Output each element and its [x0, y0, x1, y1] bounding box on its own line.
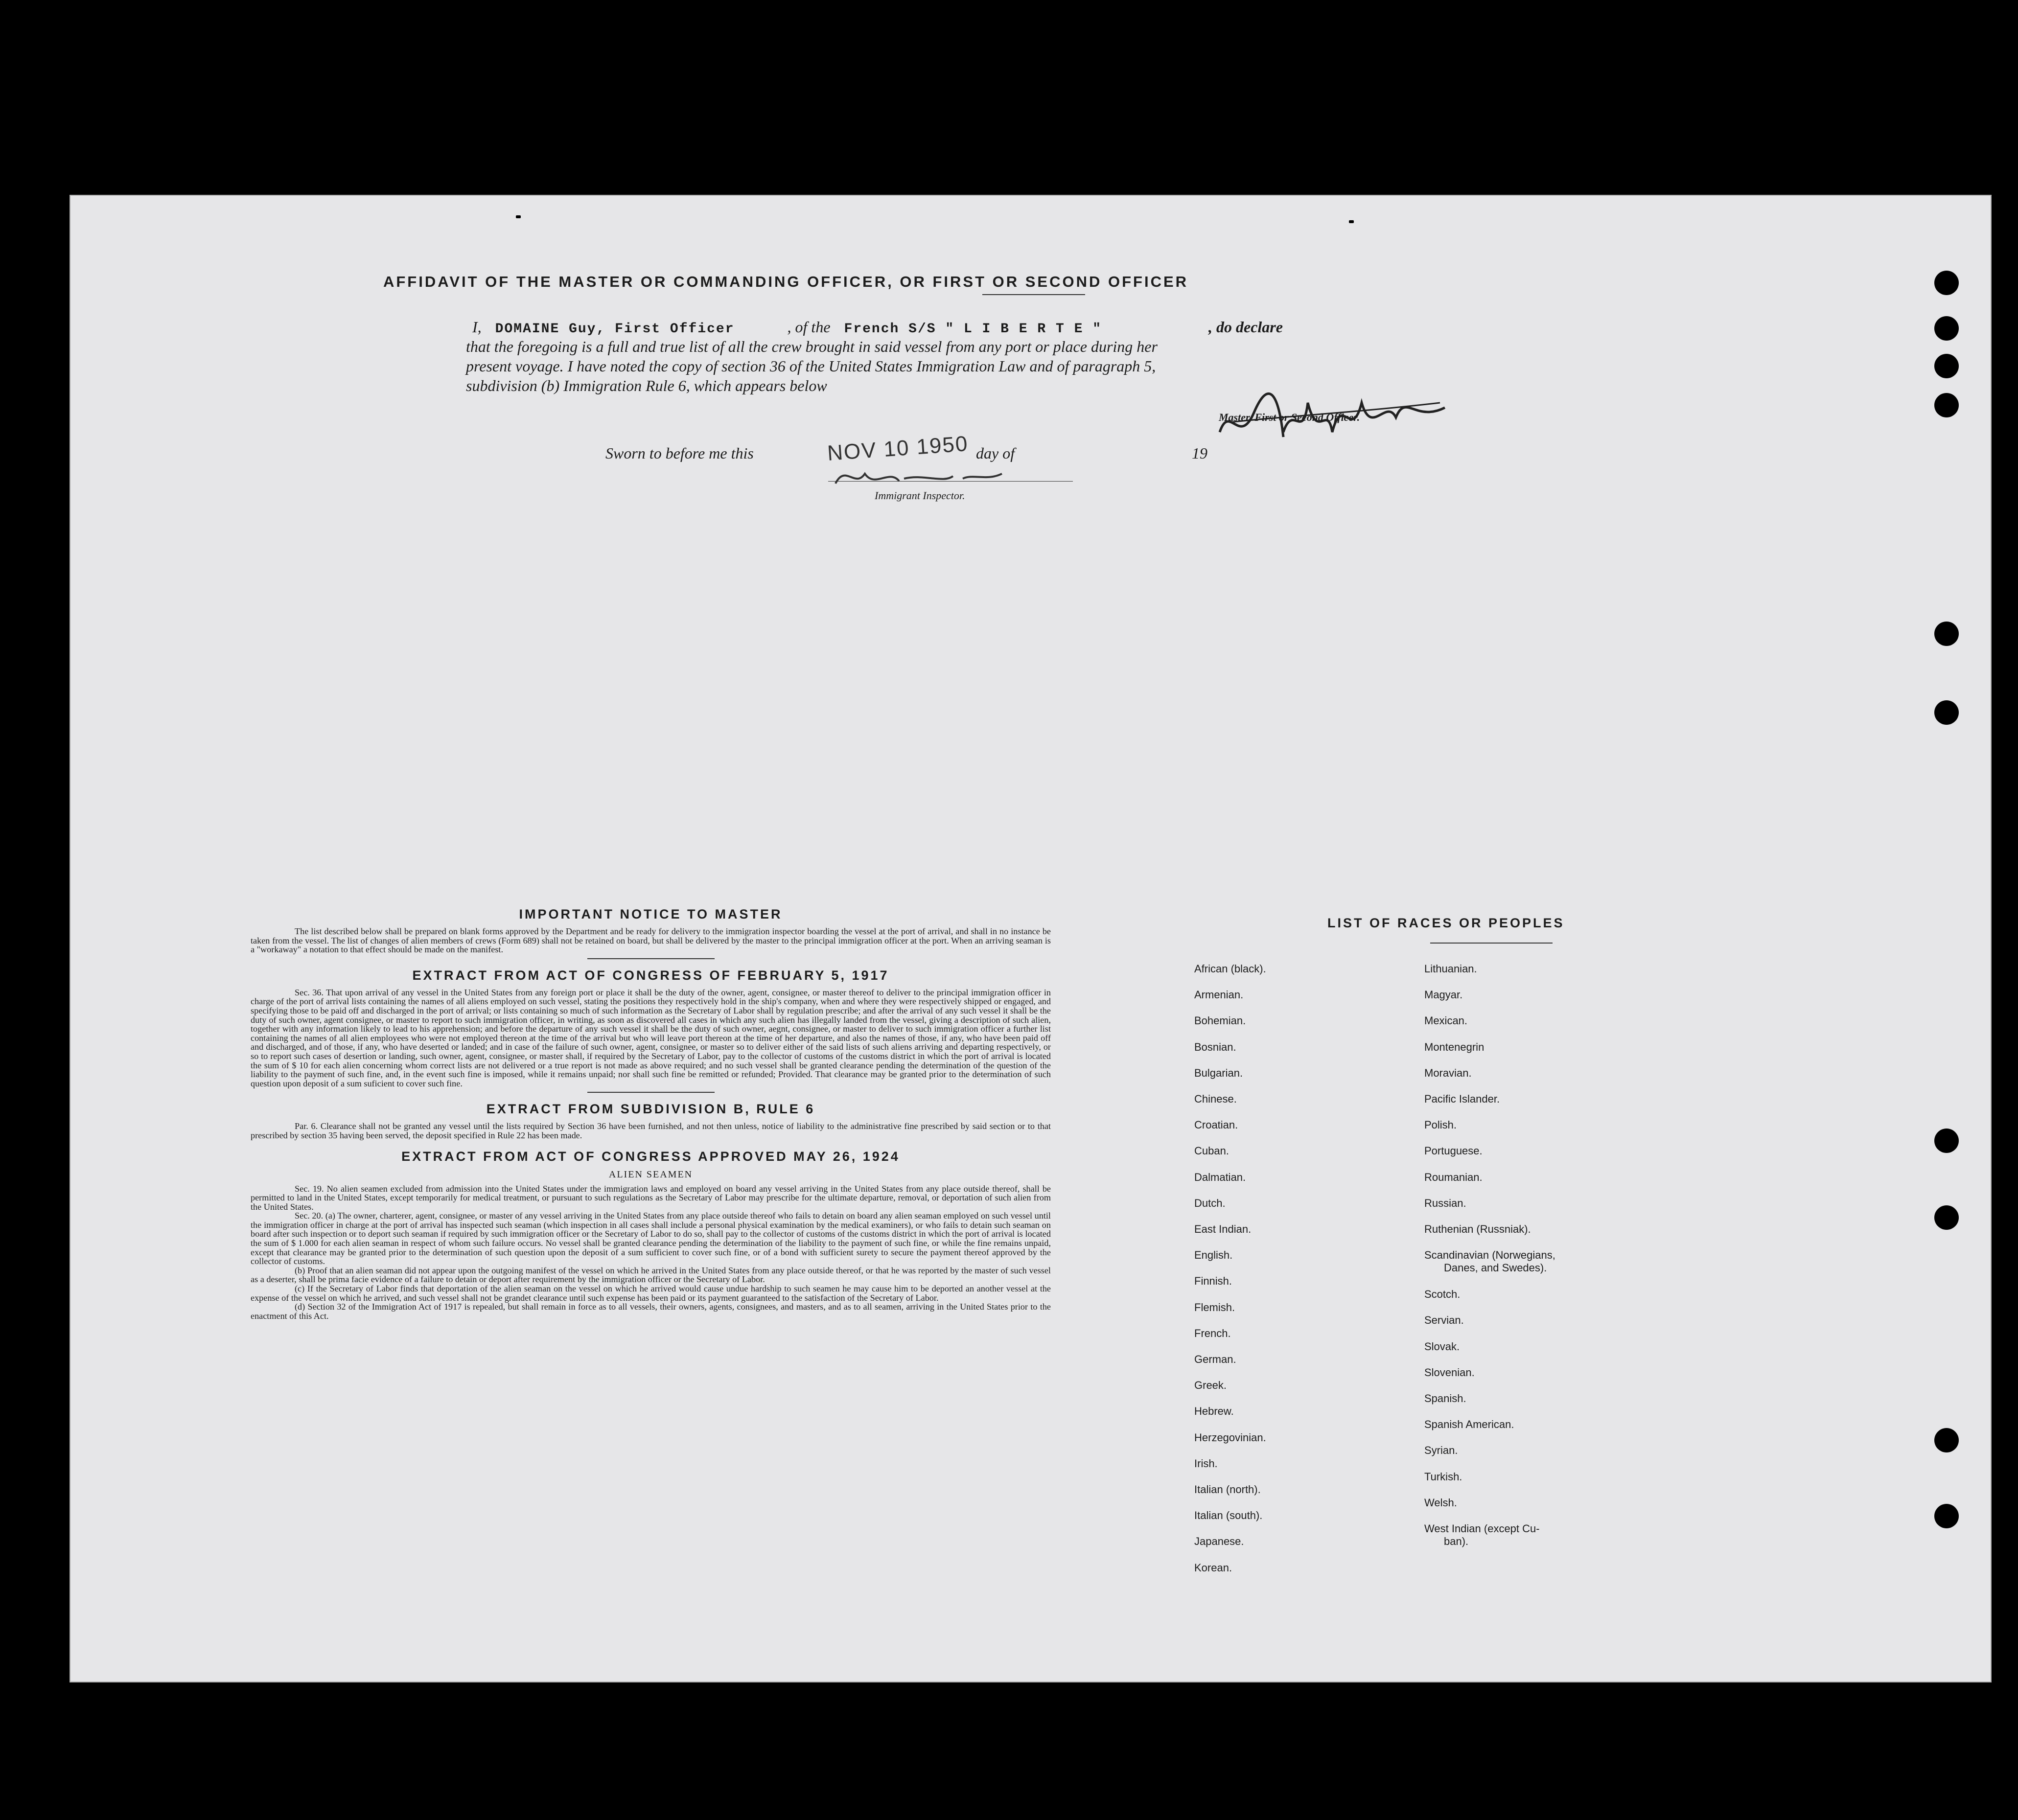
race-item: Chinese.	[1194, 1093, 1237, 1106]
race-item: Croatian.	[1194, 1119, 1238, 1131]
race-item: Turkish.	[1424, 1470, 1462, 1483]
binder-hole	[1934, 1504, 1959, 1528]
sworn-year: 19	[1192, 444, 1207, 462]
race-item: Herzegovinian.	[1194, 1431, 1266, 1444]
races-column-1	[1194, 956, 1266, 1581]
race-item: Cuban.	[1194, 1145, 1229, 1157]
race-item: Welsh.	[1424, 1496, 1457, 1509]
declaration-line-3: present voyage. I have noted the copy of section 36 of the United States Immigration Law and of paragraph 5,	[466, 357, 1156, 375]
race-item: East Indian.	[1194, 1223, 1252, 1236]
race-item: Japanese.	[1194, 1535, 1244, 1548]
binder-hole	[1934, 1428, 1959, 1452]
extract-1924-sec20d: (d) Section 32 of the Immigration Act of 1917 is repealed, but shall remain in force as to all vessels, their owners, agents, consignees, and masters, and as to all seamen, arriving in the United States prior to the enactment of this Act.	[251, 1302, 1051, 1321]
extract-1924-sec20c: (c) If the Secretary of Labor finds that deportation of the alien seaman on the vessel on which he arrived would cause undue hardship to such seamen he may cause him to be deported an another vessel at the expense of the vessel on which he arrived, and such vessel shall not be grandet clearance until such expense has been paid or its payment guaranteed to the satisfaction of the Secretary of Labor.	[251, 1284, 1051, 1303]
extract-rule6-title: EXTRACT FROM SUBDIVISION B, RULE 6	[486, 1102, 815, 1117]
race-item: Finnish.	[1194, 1275, 1232, 1288]
race-item: Syrian.	[1424, 1444, 1458, 1457]
race-item: Ruthenian (Russniak).	[1424, 1223, 1531, 1236]
races-title-rule	[1430, 943, 1553, 944]
races-title: LIST OF RACES OR PEOPLES	[1327, 916, 1565, 930]
notice-title: IMPORTANT NOTICE TO MASTER	[519, 907, 783, 922]
race-item: African (black).	[1194, 963, 1266, 975]
race-item: Magyar.	[1424, 989, 1463, 1001]
race-item: Armenian.	[1194, 989, 1244, 1001]
sworn-prefix: Sworn to before me this	[605, 444, 754, 462]
inspector-caption: Immigrant Inspector.	[875, 489, 965, 502]
race-item: Hebrew.	[1194, 1405, 1234, 1418]
race-item: Flemish.	[1194, 1301, 1235, 1313]
race-item: Bohemian.	[1194, 1014, 1246, 1027]
document-page	[70, 195, 1992, 1682]
extract-1917-body: Sec. 36. That upon arrival of any vessel in the United States from any foreign port or place it shall be the duty of the owner, agent, consignee, or master thereof to deliver to the principal immigration officer in charge of the port of arrival lists containing the names of all aliens employed on such vessel, stating the positions they respectively hold in the ship's company, when and where they were respectively shipped or engaged, and specifying those to be paid off and discharged in the port of arrival; or lists containing so much of such information as the Secretary of Labor shall by regulation prescribe; and after the arrival of any such vessel it shall be the duty of such owner, agent consignee, or master to report to such immigration officer, in writing, as soon as discovered all cases in which any such alien has illegally landed from the vessel, giving a description of such alien, together with any information likely to lead to his apprehension; and before the departure of any such vessel it shall be the duty of such owner, aegnt, consignee, or master to deliver to such immigration officer a further list containing the names of all alien employees who were not employed thereon at the time of the arrival but who will leave port thereon at the time of her departure, and also the names of those, if any, who have been paid off and discharged, and of those, if any, who have deserted or landed; and in case of the failure of such owner, agent, consignee, or master so to deliver either of the said lists of such aliens arriving and departing respectively, or so to report such cases of desertion or landing, such owner, agent, consignee, or master shall, if required by the Secretary of Labor, pay to the collector of customs of the customs district in which the port of arrival is located the sum of $ 10 for each alien concerning whom correct lists are not delivered or a true report is not made as above required; and no such vessel shall be granted clearance pending the determination of the question of the liability to the payment of such fine, and, in the event such fine is imposed, while it remains unpaid; nor shall such fine be remitted or refunded; Provided. That clearance may be granted prior to the determination of such question upon deposit of a sum suficient to cover such fine.	[251, 987, 1051, 1088]
race-item: Spanish.	[1424, 1392, 1466, 1405]
race-item: West Indian (except Cu-	[1424, 1522, 1540, 1535]
inspector-rule	[828, 481, 1073, 482]
extract-1924-sec19: Sec. 19. No alien seamen excluded from admission into the United States under the immigration laws and employed on board any vessel arriving in the United States from any place outside thereof, shall be permitted to land in the United States, except temporarily for medical treatment, or pursuant to such regulations as the Secretary of Labor may prescribe for the ultimate departure, removal, or deportation of such alien from the United States.	[251, 1183, 1051, 1212]
race-item: Servian.	[1424, 1314, 1464, 1327]
print-speck	[1349, 220, 1354, 223]
extract-1924-sec20b: (b) Proof that an alien seaman did not appear upon the outgoing manifest of the vessel on which he arrived in the United States from any place outside thereof, or that he was reported by the master of such vessel as a deserter, shall be prima facie evidence of a failure to detain or deport after requirement by the immigration officer or the Secretary of Labor.	[251, 1265, 1051, 1285]
title-rule	[982, 294, 1085, 295]
binder-hole	[1934, 622, 1959, 646]
notice-column	[251, 907, 1051, 1320]
race-item: Roumanian.	[1424, 1171, 1483, 1183]
declaration-line-1	[472, 318, 1283, 337]
race-item: Danes, and Swedes).	[1444, 1262, 1547, 1274]
race-item: Italian (south).	[1194, 1509, 1263, 1522]
race-item: Scandinavian (Norwegians,	[1424, 1249, 1555, 1262]
extract-1924-sec20a: Sec. 20. (a) The owner, charterer, agent, consignee, or master of any vessel arriving in the United States from any place outside thereof who fails to detain on board any alien seaman employed on such vessel until the immigration officer in charge at the port of arrival has inspected such seaman (which inspection in all cases shall include a personal physical examination by the medical examiners), or who fails to detain such seaman on board after such inspection or to deport such seaman if required by such immigration officer or the Secretary of Labor to do so, shall pay to the collector of customs of the customs district in which the port of arrival is located the sum of $ 1.000 for each alien seaman in respect of whom such failure occurs. No vessel shall be granted clearance pending the determination of the liability to the payment of such fine, or while the fine remains unpaid, except that clearance may be granted prior to the determination of such question upon the deposit of a sum sufficient to cover such fine, or of a bond with sufficient surety to secure the payment thereof approved by the collector of customs.	[251, 1211, 1051, 1267]
race-item: Dalmatian.	[1194, 1171, 1246, 1183]
binder-hole	[1934, 316, 1959, 341]
officer-name-field: DOMAINE Guy, First Officer	[495, 322, 735, 337]
extract-1924-title: EXTRACT FROM ACT OF CONGRESS APPROVED MAY 26, 1924	[401, 1149, 900, 1164]
declaration-mid: , of the	[787, 318, 831, 336]
race-item: Moravian.	[1424, 1066, 1472, 1079]
declaration-line-4: subdivision (b) Immigration Rule 6, which appears below	[466, 377, 827, 394]
race-item: Greek.	[1194, 1379, 1227, 1392]
section-divider	[587, 958, 715, 959]
binder-hole	[1934, 271, 1959, 295]
race-item: Polish.	[1424, 1119, 1457, 1131]
sworn-day-of: day of	[976, 444, 1015, 462]
race-item: Korean.	[1194, 1561, 1232, 1574]
binder-hole	[1934, 354, 1959, 378]
affidavit-title: AFFIDAVIT OF THE MASTER OR COMMANDING OFFICER, OR FIRST OR SECOND OFFICER	[383, 273, 1189, 290]
race-item: Slovenian.	[1424, 1366, 1475, 1379]
race-item: Russian.	[1424, 1197, 1466, 1209]
race-item: Scotch.	[1424, 1288, 1461, 1301]
race-item: Slovak.	[1424, 1340, 1460, 1353]
race-item: Spanish American.	[1424, 1418, 1514, 1431]
section-divider	[587, 1092, 715, 1093]
binder-hole	[1934, 1205, 1959, 1230]
race-item: Irish.	[1194, 1457, 1218, 1470]
race-item: ban).	[1444, 1535, 1469, 1548]
extract-1917-title: EXTRACT FROM ACT OF CONGRESS OF FEBRUARY 5, 1917	[412, 968, 889, 983]
print-speck	[516, 215, 521, 218]
declaration-prefix: I,	[472, 318, 482, 336]
race-item: Dutch.	[1194, 1197, 1226, 1209]
race-item: French.	[1194, 1327, 1231, 1339]
extract-rule6-body: Par. 6. Clearance shall not be granted any vessel until the lists required by Section 36 have been furnished, and not then unless, notice of liability to the administrative fine prescribed by said section or to that prescribed by section 35 having been served, the deposit specified in Rule 22 has been made.	[251, 1121, 1051, 1140]
declaration-suffix: , do declare	[1208, 318, 1283, 336]
race-item: Bulgarian.	[1194, 1066, 1243, 1079]
race-item: Bosnian.	[1194, 1040, 1236, 1053]
race-item: Lithuanian.	[1424, 963, 1477, 975]
race-item: Italian (north).	[1194, 1483, 1261, 1496]
vessel-name-field: French S/S " L I B E R T E "	[844, 322, 1102, 337]
binder-hole	[1934, 1129, 1959, 1153]
declaration-line-2: that the foregoing is a full and true list of all the crew brought in said vessel from any port or place during her	[466, 338, 1158, 355]
race-item: Portuguese.	[1424, 1145, 1483, 1157]
race-item: English.	[1194, 1249, 1233, 1262]
binder-hole	[1934, 393, 1959, 417]
race-item: German.	[1194, 1353, 1236, 1366]
race-item: Montenegrin	[1424, 1040, 1485, 1053]
race-item: Mexican.	[1424, 1014, 1468, 1027]
signature-caption: Master, First or Second Officer.	[1219, 411, 1360, 423]
date-stamp: NOV 10 1950	[826, 431, 969, 466]
notice-body: The list described below shall be prepared on blank forms approved by the Department and be ready for delivery to the immigration inspector boarding the vessel at the port of arrival, and shall in no instance be taken from the vessel. The list of changes of alien members of crews (Form 689) shall not be retained on board, but shall be delivered by the master to the principal immigration officer at the port. When an arriving seaman is a "workaway" a notation to that effect should be made on the manifest.	[251, 926, 1051, 955]
extract-1924-subtitle: ALIEN SEAMEN	[608, 1169, 693, 1180]
binder-hole	[1934, 700, 1959, 725]
race-item: Pacific Islander.	[1424, 1093, 1500, 1106]
races-column-2	[1424, 956, 1555, 1548]
